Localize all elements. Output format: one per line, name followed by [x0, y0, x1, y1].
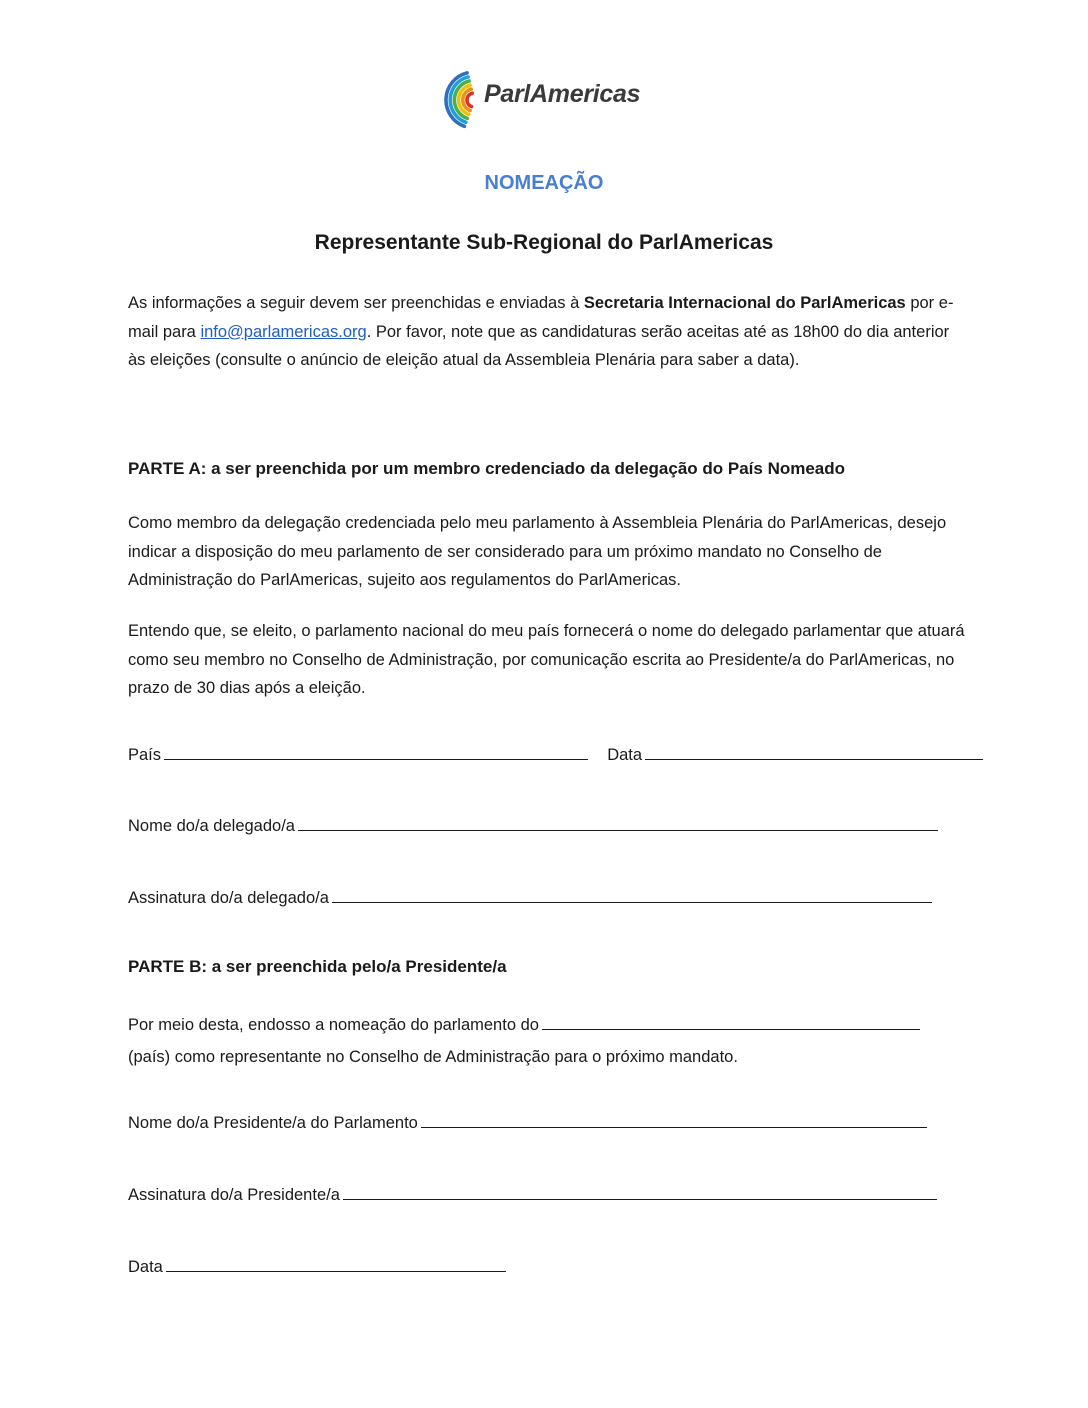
- president-signature-row: [128, 1183, 937, 1205]
- logo-ring: [467, 93, 472, 106]
- president-name-row: [128, 1111, 927, 1133]
- president-signature-field[interactable]: [343, 1183, 937, 1200]
- intro-text-2: por e-mail para: [128, 294, 954, 341]
- date-label: Data: [607, 746, 643, 764]
- document-subtitle: Representante Sub-Regional do ParlAmericas: [314, 231, 774, 254]
- document-title: NOMEAÇÃO: [484, 172, 604, 194]
- part-b-heading: PARTE B: a ser preenchida pelo/a Presidente/a: [128, 957, 507, 976]
- part-a-paragraph-2: Entendo que, se eleito, o parlamento nacional do meu país fornecerá o nome do delegado parlamentar que atuará como seu membro no Conselho de Administração, por comunicação escrita ao Presidente/a do ParlAmericas, no prazo de 30 dias após a eleição.: [128, 622, 965, 697]
- country-field[interactable]: [164, 743, 588, 760]
- part-b-date-label: Data: [128, 1258, 163, 1276]
- delegate-signature-row: [128, 886, 932, 908]
- part-a-paragraph-1: Como membro da delegação credenciada pelo meu parlamento à Assembleia Plenária do ParlAmericas, desejo indicar a disposição do meu parlamento de ser considerado para um próximo mandato no Conselho de Administração do ParlAmericas, sujeito aos regulamentos do ParlAmericas.: [128, 514, 947, 589]
- delegate-signature-field[interactable]: [332, 886, 932, 903]
- endorse-country-field[interactable]: [542, 1013, 920, 1030]
- delegate-name-label: Nome do/a delegado/a: [128, 817, 295, 835]
- president-signature-label: Assinatura do/a Presidente/a: [128, 1186, 340, 1204]
- part-a-heading: PARTE A: a ser preenchida por um membro credenciado da delegação do País Nomeado: [128, 459, 846, 478]
- logo-brand-text: ParlAmericas: [484, 80, 641, 108]
- part-b-date-field[interactable]: [166, 1255, 506, 1272]
- endorse-row: [128, 1013, 920, 1035]
- intro-secretariat: Secretaria Internacional do ParlAmericas: [583, 294, 906, 312]
- delegate-name-field[interactable]: [298, 814, 938, 831]
- intro-paragraph: [128, 289, 968, 375]
- president-name-label: Nome do/a Presidente/a do Parlamento: [128, 1114, 418, 1132]
- president-name-field[interactable]: [421, 1111, 927, 1128]
- date-field[interactable]: [645, 743, 983, 760]
- part-b-date-row: [128, 1255, 506, 1277]
- endorse-continuation: (país) como representante no Conselho de Administração para o próximo mandato.: [128, 1048, 738, 1066]
- intro-text-1: As informações a seguir devem ser preenchidas e enviadas à: [128, 294, 584, 312]
- endorse-text: Por meio desta, endosso a nomeação do parlamento do: [128, 1016, 539, 1034]
- parlamericas-logo: [440, 66, 660, 130]
- delegate-name-row: [128, 814, 938, 836]
- email-link[interactable]: info@parlamericas.org: [200, 322, 367, 341]
- country-label: País: [128, 746, 162, 764]
- delegate-signature-label: Assinatura do/a delegado/a: [128, 889, 329, 907]
- country-date-row: [128, 743, 983, 765]
- intro-text-3: . Por favor, note que as candidaturas serão aceitas até as 18h00 do dia anterior às eleições (consulte o anúncio de eleição atual da Assembleia Plenária para saber a data).: [128, 322, 950, 369]
